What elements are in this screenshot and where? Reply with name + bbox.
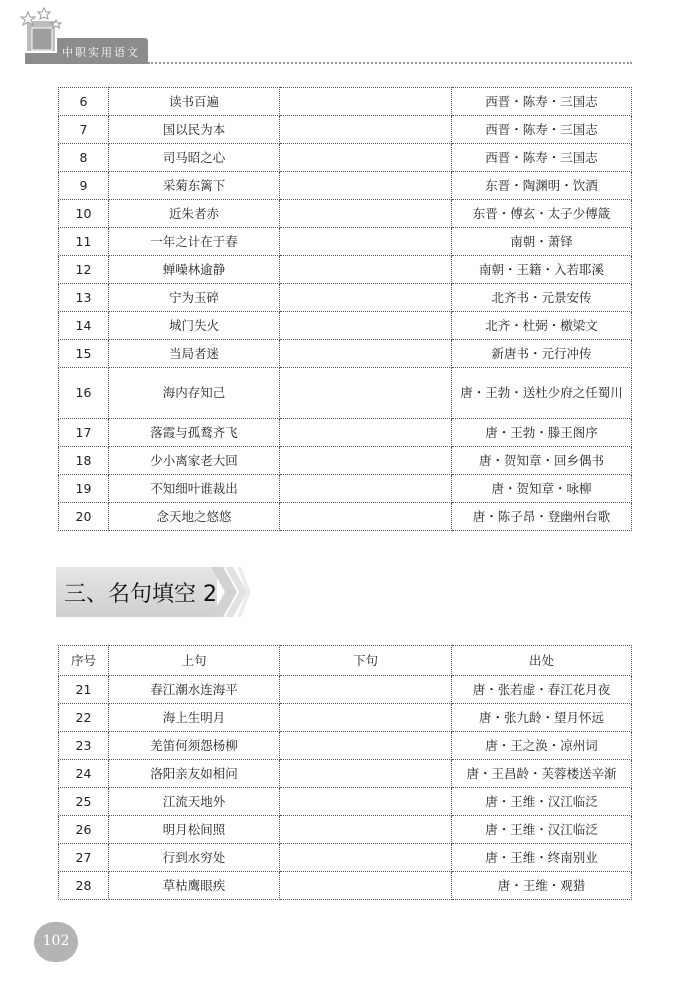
cell-lower[interactable] (280, 284, 452, 312)
cell-num: 22 (59, 704, 109, 732)
cell-num: 20 (59, 503, 109, 531)
table-row (59, 200, 632, 228)
cell-num: 15 (59, 340, 109, 368)
table-row (59, 447, 632, 475)
cell-upper: 江流天地外 (109, 788, 280, 816)
cell-upper: 当局者迷 (109, 340, 280, 368)
cell-lower[interactable] (280, 172, 452, 200)
section-title: 三、名句填空 2 (64, 582, 217, 607)
cell-lower[interactable] (280, 312, 452, 340)
table-row (59, 256, 632, 284)
cell-lower[interactable] (280, 872, 452, 900)
cell-upper: 不知细叶谁裁出 (109, 475, 280, 503)
cell-lower[interactable] (280, 447, 452, 475)
cell-source: 南朝・王籍・入若耶溪 (452, 256, 632, 284)
cell-upper: 采菊东篱下 (109, 172, 280, 200)
table-row (59, 88, 632, 116)
table-row (59, 228, 632, 256)
cell-lower[interactable] (280, 816, 452, 844)
cell-upper: 海上生明月 (109, 704, 280, 732)
cell-upper: 一年之计在于春 (109, 228, 280, 256)
table-row (59, 816, 632, 844)
table-row (59, 704, 632, 732)
header-upper: 上句 (109, 646, 280, 676)
cell-num: 25 (59, 788, 109, 816)
cell-upper: 近朱者赤 (109, 200, 280, 228)
table-row (59, 872, 632, 900)
cell-source: 唐・王昌龄・芙蓉楼送辛渐 (452, 760, 632, 788)
cell-num: 18 (59, 447, 109, 475)
cell-source: 唐・贺知章・咏柳 (452, 475, 632, 503)
table-row (59, 172, 632, 200)
cell-num: 11 (59, 228, 109, 256)
cell-source: 唐・王维・汉江临泛 (452, 816, 632, 844)
cell-upper: 蝉噪林逾静 (109, 256, 280, 284)
cell-lower[interactable] (280, 340, 452, 368)
cell-upper: 明月松间照 (109, 816, 280, 844)
cell-source: 唐・王勃・送杜少府之任蜀川 (452, 368, 632, 419)
cell-source: 唐・王维・汉江临泛 (452, 788, 632, 816)
cell-source: 东晋・陶渊明・饮酒 (452, 172, 632, 200)
table-row (59, 760, 632, 788)
cell-upper: 城门失火 (109, 312, 280, 340)
cell-lower[interactable] (280, 228, 452, 256)
cell-source: 北齐・杜弼・檄梁文 (452, 312, 632, 340)
cell-upper: 洛阳亲友如相问 (109, 760, 280, 788)
cell-upper: 念天地之悠悠 (109, 503, 280, 531)
cell-source: 东晋・傅玄・太子少傅箴 (452, 200, 632, 228)
table-row (59, 312, 632, 340)
cell-source: 唐・王维・观猎 (452, 872, 632, 900)
cell-source: 唐・陈子昂・登幽州台歌 (452, 503, 632, 531)
table-row (59, 144, 632, 172)
cell-num: 14 (59, 312, 109, 340)
cell-upper: 行到水穷处 (109, 844, 280, 872)
cell-upper: 国以民为本 (109, 116, 280, 144)
table-header-row (59, 646, 632, 676)
cell-lower[interactable] (280, 676, 452, 704)
cell-num: 7 (59, 116, 109, 144)
cell-num: 16 (59, 368, 109, 419)
cell-lower[interactable] (280, 419, 452, 447)
cell-lower[interactable] (280, 844, 452, 872)
cell-source: 唐・张九龄・望月怀远 (452, 704, 632, 732)
star-book-icon (18, 6, 64, 54)
cell-num: 23 (59, 732, 109, 760)
cell-num: 10 (59, 200, 109, 228)
cell-lower[interactable] (280, 760, 452, 788)
cell-lower[interactable] (280, 788, 452, 816)
cell-lower[interactable] (280, 475, 452, 503)
header-divider (148, 62, 632, 64)
header-title: 中职实用语文 (62, 46, 140, 59)
quote-table-bottom (58, 645, 632, 900)
table-row (59, 368, 632, 419)
cell-lower[interactable] (280, 144, 452, 172)
cell-lower[interactable] (280, 116, 452, 144)
page-header (0, 0, 700, 70)
table-row (59, 284, 632, 312)
cell-upper: 春江潮水连海平 (109, 676, 280, 704)
header-num: 序号 (59, 646, 109, 676)
table-row (59, 844, 632, 872)
cell-upper: 司马昭之心 (109, 144, 280, 172)
table-row (59, 503, 632, 531)
cell-upper: 落霞与孤鹜齐飞 (109, 419, 280, 447)
cell-lower[interactable] (280, 732, 452, 760)
cell-source: 西晋・陈寿・三国志 (452, 88, 632, 116)
cell-num: 8 (59, 144, 109, 172)
cell-source: 新唐书・元行冲传 (452, 340, 632, 368)
table-row (59, 788, 632, 816)
cell-source: 唐・王维・终南别业 (452, 844, 632, 872)
chevron-right-icon (211, 567, 251, 617)
cell-lower[interactable] (280, 256, 452, 284)
cell-num: 12 (59, 256, 109, 284)
cell-lower[interactable] (280, 704, 452, 732)
table-row (59, 116, 632, 144)
cell-upper: 羌笛何须怨杨柳 (109, 732, 280, 760)
cell-num: 27 (59, 844, 109, 872)
page-number: 102 (34, 922, 78, 962)
section-title-box (56, 567, 217, 617)
cell-source: 南朝・萧铎 (452, 228, 632, 256)
cell-source: 西晋・陈寿・三国志 (452, 116, 632, 144)
table-row (59, 732, 632, 760)
table-row (59, 419, 632, 447)
cell-num: 26 (59, 816, 109, 844)
cell-upper: 海内存知己 (109, 368, 280, 419)
cell-upper: 少小离家老大回 (109, 447, 280, 475)
cell-upper: 草枯鹰眼疾 (109, 872, 280, 900)
cell-lower[interactable] (280, 200, 452, 228)
table-row (59, 676, 632, 704)
cell-upper: 读书百遍 (109, 88, 280, 116)
cell-source: 北齐书・元景安传 (452, 284, 632, 312)
cell-source: 西晋・陈寿・三国志 (452, 144, 632, 172)
cell-num: 9 (59, 172, 109, 200)
section-banner (56, 567, 251, 617)
quote-table-top (58, 87, 632, 531)
cell-source: 唐・张若虚・春江花月夜 (452, 676, 632, 704)
header-lower: 下句 (280, 646, 452, 676)
cell-source: 唐・王之涣・凉州词 (452, 732, 632, 760)
cell-lower[interactable] (280, 368, 452, 419)
header-source: 出处 (452, 646, 632, 676)
cell-source: 唐・贺知章・回乡偶书 (452, 447, 632, 475)
cell-num: 17 (59, 419, 109, 447)
cell-num: 24 (59, 760, 109, 788)
cell-num: 28 (59, 872, 109, 900)
table-row (59, 475, 632, 503)
cell-num: 19 (59, 475, 109, 503)
cell-lower[interactable] (280, 503, 452, 531)
table-row (59, 340, 632, 368)
cell-upper: 宁为玉碎 (109, 284, 280, 312)
cell-source: 唐・王勃・滕王阁序 (452, 419, 632, 447)
cell-num: 13 (59, 284, 109, 312)
cell-num: 21 (59, 676, 109, 704)
cell-num: 6 (59, 88, 109, 116)
cell-lower[interactable] (280, 88, 452, 116)
